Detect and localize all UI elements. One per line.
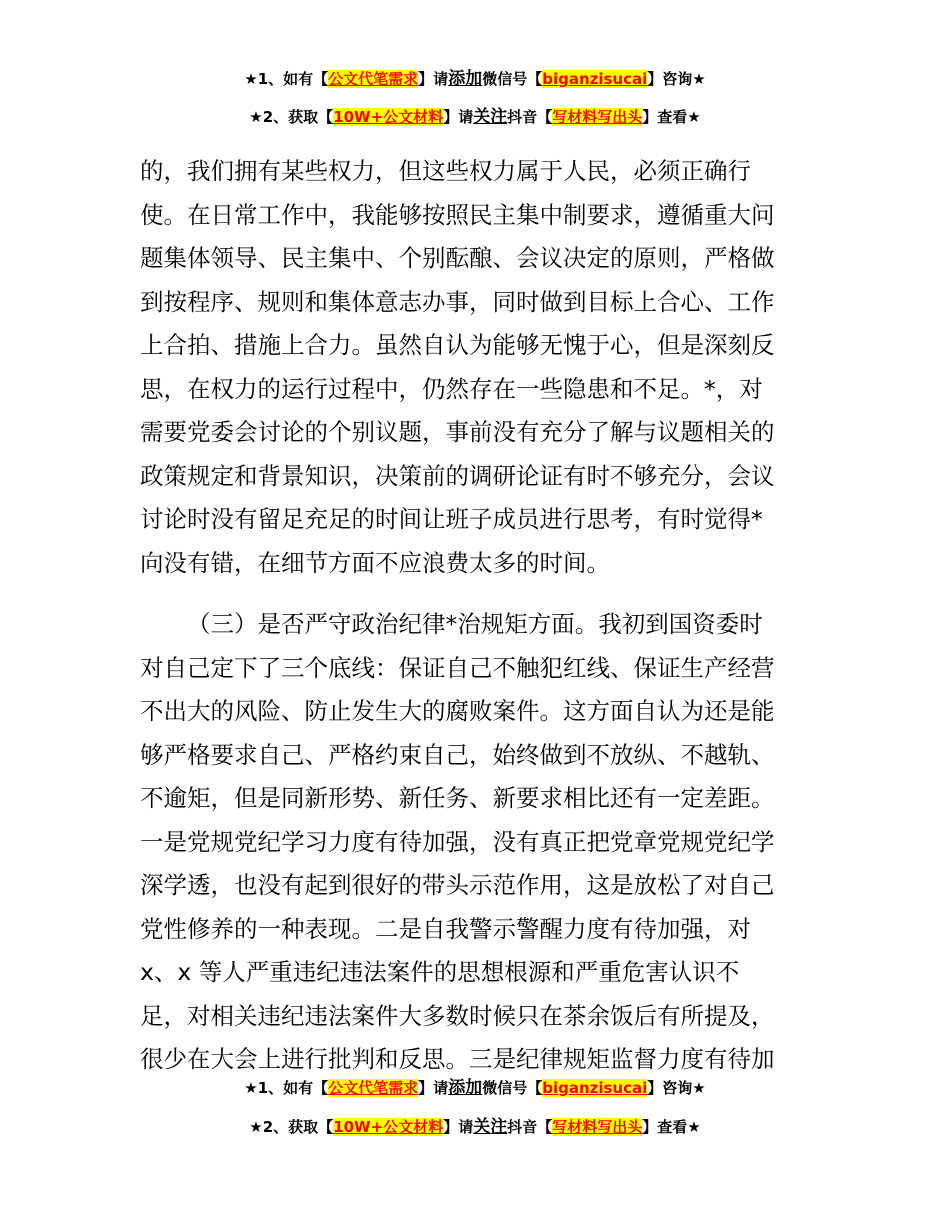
body-line: 思，在权力的运行过程中，仍然存在一些隐患和不足。*，对: [140, 374, 763, 403]
banner-highlight-wechat-id: biganzisucai: [542, 1079, 648, 1097]
body-line: 使。在日常工作中，我能够按照民主集中制要求，遵循重大问: [140, 200, 775, 229]
top-banner-douyin: [0, 106, 950, 128]
banner-prefix: ★2、获取【: [249, 108, 334, 126]
banner-emphasis: 关注: [473, 1117, 508, 1137]
document-body: [140, 150, 812, 1082]
bottom-banner-douyin: [0, 1116, 950, 1138]
body-line: 政策规定和背景知识，决策前的调研论证有时不够充分，会议: [140, 461, 775, 490]
body-line: 很少在大会上进行批判和反思。三是纪律规矩监督力度有待加: [140, 1045, 775, 1073]
body-line: 上合拍、措施上合力。虽然自认为能够无愧于心，但是深刻反: [140, 331, 775, 359]
body-line: 的，我们拥有某些权力，但这些权力属于人民，必须正确行: [140, 157, 751, 185]
banner-mid: 】请: [418, 70, 449, 88]
body-line: 不出大的风险、防止发生大的腐败案件。这方面自认为还是能: [140, 697, 775, 725]
body-line: 不逾矩，但是同新形势、新任务、新要求相比还有一定差距。: [140, 784, 775, 812]
banner-suffix: 】咨询★: [647, 1079, 706, 1097]
body-line: 党性修养的一种表现。二是自我警示警醒力度有待加强，对: [140, 914, 751, 943]
banner-highlight-materials: 10W+公文材料: [333, 108, 444, 126]
bottom-banner-wechat: [0, 1077, 950, 1099]
body-line: 向没有错，在细节方面不应浪费太多的时间。: [140, 548, 610, 577]
body-line: x、x 等人严重违纪违法案件的思想根源和严重危害认识不: [140, 958, 740, 986]
body-line: 题集体领导、民主集中、个别酝酿、会议决定的原则，严格做: [140, 244, 775, 272]
banner-prefix: ★2、获取【: [249, 1118, 334, 1136]
body-line: 足，对相关违纪违法案件大多数时候只在茶余饭后有所提及，: [140, 1001, 775, 1030]
banner-suffix: 】查看★: [642, 108, 701, 126]
banner-mid: 微信号【: [482, 1079, 543, 1097]
body-line: 够严格要求自己、严格约束自己，始终做到不放纵、不越轨、: [140, 740, 775, 769]
banner-highlight-douyin-id: 写材料写出头: [552, 108, 643, 126]
banner-highlight-wechat-id: biganzisucai: [542, 70, 648, 88]
banner-mid: 】请: [443, 108, 474, 126]
banner-emphasis: 添加: [448, 69, 483, 89]
banner-suffix: 】查看★: [642, 1118, 701, 1136]
banner-mid: 抖音【: [507, 1118, 553, 1136]
banner-highlight-douyin-id: 写材料写出头: [552, 1118, 643, 1136]
body-line: 讨论时没有留足充足的时间让班子成员进行思考，有时觉得*: [140, 505, 763, 533]
banner-mid: 】请: [443, 1118, 474, 1136]
top-banner-wechat: [0, 68, 950, 90]
body-line: 需要党委会讨论的个别议题，事前没有充分了解与议题相关的: [140, 418, 775, 446]
banner-prefix: ★1、如有【: [244, 1079, 329, 1097]
banner-mid: 微信号【: [482, 70, 543, 88]
banner-mid: 】请: [418, 1079, 449, 1097]
body-line: 对自己定下了三个底线：保证自己不触犯红线、保证生产经营: [140, 653, 775, 682]
banner-mid: 抖音【: [507, 108, 553, 126]
body-line: 深学透，也没有起到很好的带头示范作用，这是放松了对自己: [140, 871, 775, 899]
banner-highlight-materials: 10W+公文材料: [333, 1118, 444, 1136]
banner-emphasis: 关注: [473, 107, 508, 127]
section-heading-line: （三）是否严守政治纪律*治规矩方面。我初到国资委时: [187, 610, 763, 638]
banner-highlight-service: 公文代笔需求: [328, 1079, 419, 1097]
banner-prefix: ★1、如有【: [244, 70, 329, 88]
banner-emphasis: 添加: [448, 1078, 483, 1098]
body-line: 一是党规党纪学习力度有待加强，没有真正把党章党规党纪学: [140, 827, 775, 856]
body-line: 到按程序、规则和集体意志办事，同时做到目标上合心、工作: [140, 287, 775, 316]
banner-highlight-service: 公文代笔需求: [328, 70, 419, 88]
banner-suffix: 】咨询★: [647, 70, 706, 88]
